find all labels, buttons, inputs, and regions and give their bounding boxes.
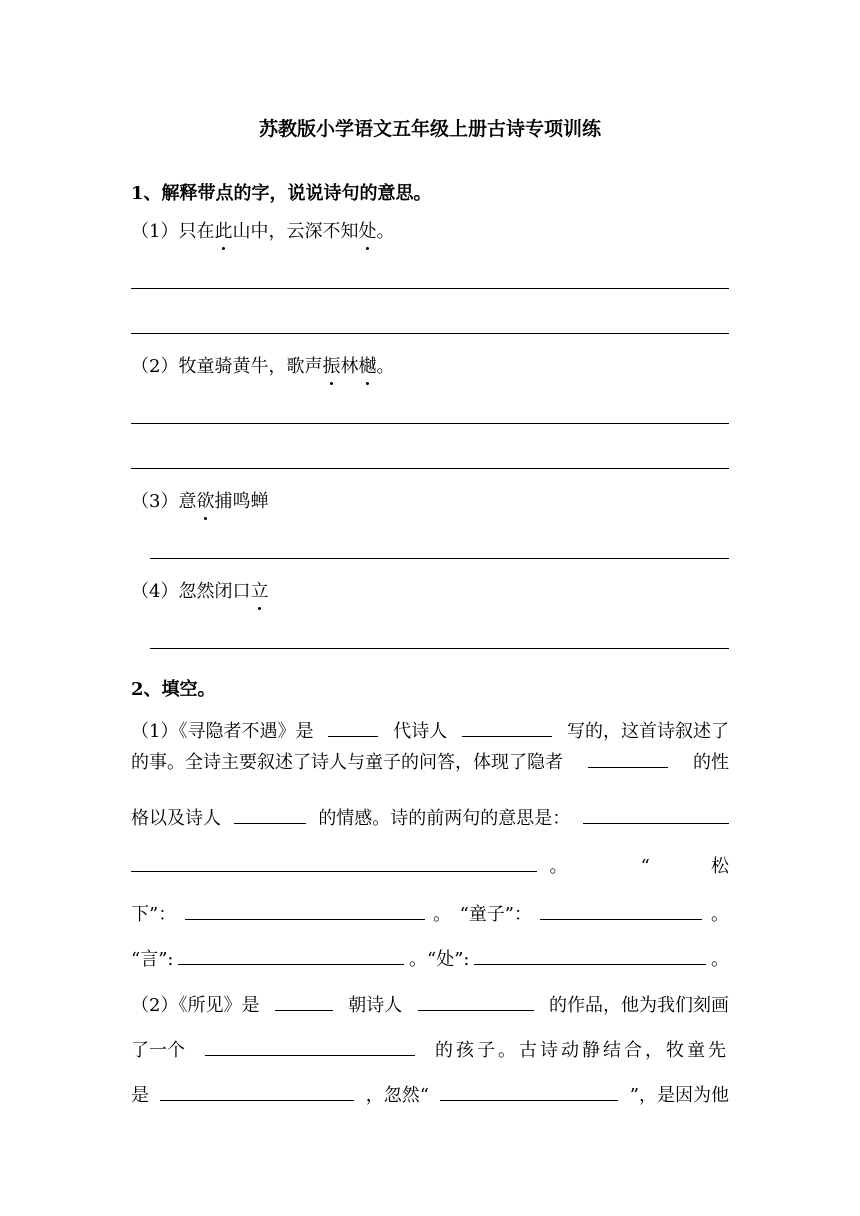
- fill-blank[interactable]: [178, 944, 404, 965]
- fill-text: ，忽然“: [365, 1085, 429, 1106]
- fill-blank[interactable]: [583, 803, 729, 824]
- fill-blank[interactable]: [462, 716, 552, 737]
- fill-blank[interactable]: [588, 747, 668, 768]
- fill-text: “: [640, 856, 650, 877]
- fill-text: 松: [710, 856, 729, 877]
- question-text: 林: [340, 356, 359, 377]
- page-title: 苏教版小学语文五年级上册古诗专项训练: [258, 118, 601, 140]
- fill-text: 代诗人: [393, 721, 448, 742]
- section-2-heading: 2、填空。: [131, 679, 216, 700]
- fill-text: 。: [549, 856, 568, 877]
- fill-text: 。“处”:: [409, 949, 470, 970]
- fill-blank[interactable]: [160, 1080, 354, 1101]
- fill-line-9: [131, 1080, 729, 1109]
- fill-text: 的孩子。古诗动静结合，牧童先: [435, 1040, 729, 1061]
- dotted-char: 立: [250, 579, 268, 605]
- fill-text: “童子”：: [459, 904, 533, 925]
- fill-text: 是: [131, 1085, 149, 1106]
- fill-text: 了一个: [131, 1040, 185, 1061]
- fill-text: （2）《所见》是: [131, 995, 260, 1016]
- question-1-2: [131, 354, 394, 380]
- fill-text: 下”：: [131, 904, 177, 925]
- fill-text: 的作品，他为我们刻画: [548, 995, 729, 1016]
- answer-line[interactable]: [131, 333, 729, 334]
- fill-line-6: [131, 944, 729, 973]
- dotted-char: 振: [322, 354, 340, 380]
- answer-line[interactable]: [131, 468, 729, 469]
- fill-blank[interactable]: [205, 1035, 415, 1056]
- question-text: 捕鸣蝉: [214, 491, 269, 512]
- fill-blank[interactable]: [540, 899, 702, 920]
- fill-blank[interactable]: [418, 990, 534, 1011]
- question-1-4: [131, 579, 268, 605]
- question-text: （4）忽然闭口: [131, 581, 251, 602]
- fill-text: 。: [710, 904, 729, 925]
- fill-text: 的情感。诗的前两句的意思是：: [318, 808, 571, 829]
- fill-text: 的性: [693, 752, 729, 773]
- section-1-heading: 1、解释带点的字，说说诗句的意思。: [131, 183, 432, 204]
- question-text: （1）只在: [131, 221, 215, 242]
- question-text: 。: [376, 221, 395, 242]
- fill-text: 格以及诗人: [131, 808, 221, 829]
- fill-text: 。: [711, 949, 729, 970]
- question-text: （3）意: [131, 491, 197, 512]
- fill-text: 写的，这首诗叙述了: [566, 721, 729, 742]
- fill-text: （1）《寻隐者不遇》是: [131, 721, 314, 742]
- fill-line-5: [131, 899, 729, 928]
- question-1-1: [131, 219, 394, 245]
- fill-line-8: [131, 1035, 729, 1064]
- fill-line-3: [131, 803, 729, 832]
- dotted-char: 此: [214, 219, 232, 245]
- question-text: 。: [376, 356, 395, 377]
- answer-line[interactable]: [150, 558, 729, 559]
- fill-line-4: [131, 851, 729, 880]
- dotted-char: 樾: [358, 354, 376, 380]
- answer-line[interactable]: [150, 648, 729, 649]
- dotted-char: 欲: [196, 489, 214, 515]
- fill-line-1: [131, 716, 729, 745]
- fill-blank[interactable]: [275, 990, 333, 1011]
- fill-blank[interactable]: [440, 1080, 618, 1101]
- fill-text: “言”:: [131, 949, 174, 970]
- question-text: （2）牧童骑黄牛，歌声: [131, 356, 323, 377]
- fill-text: 。: [433, 904, 452, 925]
- fill-line-2: [131, 747, 729, 776]
- fill-blank[interactable]: [234, 803, 306, 824]
- answer-line[interactable]: [131, 423, 729, 424]
- fill-blank[interactable]: [185, 899, 425, 920]
- fill-blank[interactable]: [131, 851, 537, 872]
- fill-line-7: [131, 990, 729, 1019]
- question-text: 山中，云深不知: [232, 221, 359, 242]
- fill-text: 的事。全诗主要叙述了诗人与童子的问答，体现了隐者: [131, 752, 563, 773]
- fill-blank[interactable]: [474, 944, 706, 965]
- fill-text: 朝诗人: [348, 995, 403, 1016]
- question-1-3: [131, 489, 268, 515]
- dotted-char: 处: [358, 219, 376, 245]
- answer-line[interactable]: [131, 288, 729, 289]
- fill-blank[interactable]: [328, 716, 378, 737]
- fill-text: ”，是因为他: [629, 1085, 729, 1106]
